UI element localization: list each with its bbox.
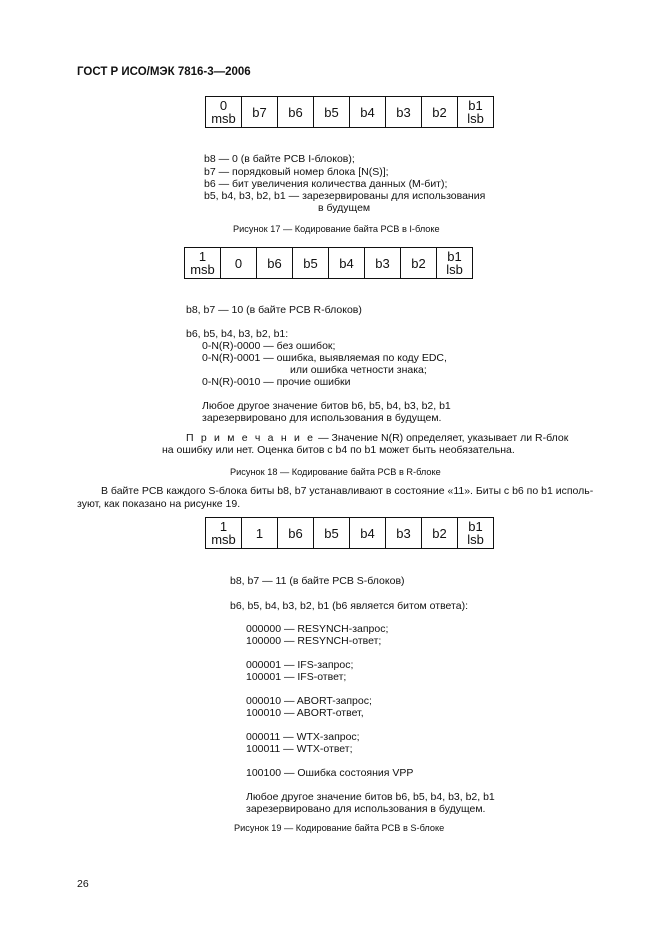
fig19-code-ifs-req: 000001 — IFS-запрос; bbox=[246, 659, 354, 671]
bit-label: b5 bbox=[324, 104, 339, 120]
bit-label: b6 bbox=[288, 104, 303, 120]
bit-label: b2 bbox=[432, 525, 447, 541]
note-text: — Значение N(R) определяет, указывает ли R-блок bbox=[315, 432, 569, 444]
fig19-code-resynch-req: 000000 — RESYNCH-запрос; bbox=[246, 623, 389, 635]
bit-sublabel: lsb bbox=[446, 262, 463, 277]
fig18-b6-b1: b6, b5, b4, b3, b2, b1: bbox=[186, 328, 289, 340]
bit-label: b5 bbox=[303, 255, 318, 271]
fig18-code-0001-cont: или ошибка четности знака; bbox=[290, 364, 427, 376]
bit-cell bbox=[206, 518, 242, 549]
bit-label: b6 bbox=[267, 255, 282, 271]
bit-cell bbox=[329, 248, 365, 279]
fig18-note bbox=[186, 432, 568, 444]
bit-label: b4 bbox=[360, 104, 375, 120]
bit-cell bbox=[185, 248, 221, 279]
paragraph-line-1: В байте PCB каждого S-блока биты b8, b7 устанавливают в состояние «11». Биты с b6 по b1 исполь- bbox=[101, 485, 594, 497]
fig19-code-wtx-resp: 100011 — WTX-ответ; bbox=[246, 743, 353, 755]
bit-cell bbox=[458, 97, 494, 128]
bit-cell bbox=[422, 518, 458, 549]
bit-label: b6 bbox=[288, 525, 303, 541]
bit-sublabel: lsb bbox=[467, 111, 484, 126]
fig18-code-0010: 0-N(R)-0010 — прочие ошибки bbox=[202, 376, 351, 388]
bit-label: 0 bbox=[219, 98, 228, 113]
bit-label: b7 bbox=[252, 104, 267, 120]
bit-label: b3 bbox=[375, 255, 390, 271]
bit-cell bbox=[437, 248, 473, 279]
bit-label: b1 bbox=[468, 519, 483, 534]
bit-cell bbox=[350, 97, 386, 128]
bit-label: b4 bbox=[360, 525, 375, 541]
bit-cell bbox=[314, 518, 350, 549]
fig18-reserved-1: Любое другое значение битов b6, b5, b4, b3, b2, b1 bbox=[202, 400, 451, 412]
bit-label: b2 bbox=[411, 255, 426, 271]
fig17-bit-table bbox=[205, 96, 494, 128]
fig19-bit-table bbox=[205, 517, 494, 549]
bit-label: b1 bbox=[468, 98, 483, 113]
fig19-code-resynch-resp: 100000 — RESYNCH-ответ; bbox=[246, 635, 382, 647]
bit-sublabel: msb bbox=[211, 111, 236, 126]
bit-cell bbox=[242, 518, 278, 549]
bit-cell bbox=[401, 248, 437, 279]
fig19-reserved-2: зарезервировано для использования в будущем. bbox=[246, 803, 486, 815]
fig19-b6-b1: b6, b5, b4, b3, b2, b1 (b6 является битом ответа): bbox=[230, 600, 468, 612]
bit-sublabel: msb bbox=[190, 262, 215, 277]
bit-label: b3 bbox=[396, 525, 411, 541]
bit-cell bbox=[221, 248, 257, 279]
bit-cell bbox=[365, 248, 401, 279]
bit-label: b4 bbox=[339, 255, 354, 271]
fig18-caption: Рисунок 18 — Кодирование байта PCB в R-блоке bbox=[230, 467, 441, 477]
note-label: П р и м е ч а н и е bbox=[186, 432, 316, 444]
paragraph-line-2: зуют, как показано на рисунке 19. bbox=[77, 498, 241, 510]
bit-cell bbox=[278, 97, 314, 128]
fig19-code-vpp-error: 100100 — Ошибка состояния VPP bbox=[246, 767, 414, 779]
bit-cell bbox=[350, 518, 386, 549]
bit-label: 1 bbox=[219, 519, 228, 534]
bit-cell bbox=[314, 97, 350, 128]
fig19-code-abort-resp: 100010 — ABORT-ответ, bbox=[246, 707, 364, 719]
fig18-bit-table bbox=[184, 247, 473, 279]
bit-cell bbox=[293, 248, 329, 279]
bit-sublabel: msb bbox=[211, 532, 236, 547]
bit-label: b1 bbox=[447, 249, 462, 264]
bit-sublabel: lsb bbox=[467, 532, 484, 547]
fig19-caption: Рисунок 19 — Кодирование байта PCB в S-блоке bbox=[234, 823, 445, 833]
document-header: ГОСТ Р ИСО/МЭК 7816-3—2006 bbox=[77, 66, 251, 78]
bit-cell bbox=[206, 97, 242, 128]
bit-label: b5 bbox=[324, 525, 339, 541]
fig18-code-0001: 0-N(R)-0001 — ошибка, выявляемая по коду EDC, bbox=[202, 352, 447, 364]
fig17-legend-b5-b1: b5, b4, b3, b2, b1 — зарезервированы для использования bbox=[204, 190, 486, 202]
fig17-caption: Рисунок 17 — Кодирование байта PCB в I-блоке bbox=[233, 224, 440, 234]
fig18-code-0000: 0-N(R)-0000 — без ошибок; bbox=[202, 340, 336, 352]
fig18-reserved-2: зарезервировано для использования в будущем. bbox=[202, 412, 442, 424]
bit-cell bbox=[242, 97, 278, 128]
fig17-legend-b8: b8 — 0 (в байте PCB I-блоков); bbox=[204, 153, 355, 165]
fig19-code-abort-req: 000010 — ABORT-запрос; bbox=[246, 695, 372, 707]
bit-cell bbox=[386, 518, 422, 549]
fig17-legend-b7: b7 — порядковый номер блока [N(S)]; bbox=[204, 166, 389, 178]
page-number: 26 bbox=[77, 878, 89, 890]
bit-label: b3 bbox=[396, 104, 411, 120]
fig19-b8-b7: b8, b7 — 11 (в байте PCB S-блоков) bbox=[230, 575, 405, 587]
bit-cell bbox=[257, 248, 293, 279]
fig18-note-line2: на ошибку или нет. Оценка битов с b4 по b1 может быть необязательна. bbox=[162, 444, 515, 456]
bit-cell bbox=[422, 97, 458, 128]
fig18-b8-b7: b8, b7 — 10 (в байте PCB R-блоков) bbox=[186, 304, 362, 316]
fig17-legend-b6: b6 — бит увеличения количества данных (М-бит); bbox=[204, 178, 448, 190]
bit-label: 0 bbox=[234, 255, 243, 271]
fig17-legend-cont: в будущем bbox=[318, 202, 371, 214]
fig19-code-wtx-req: 000011 — WTX-запрос; bbox=[246, 731, 360, 743]
bit-label: 1 bbox=[255, 525, 264, 541]
fig19-reserved-1: Любое другое значение битов b6, b5, b4, b3, b2, b1 bbox=[246, 791, 495, 803]
bit-label: b2 bbox=[432, 104, 447, 120]
bit-cell bbox=[278, 518, 314, 549]
bit-label: 1 bbox=[198, 249, 207, 264]
bit-cell bbox=[386, 97, 422, 128]
fig19-code-ifs-resp: 100001 — IFS-ответ; bbox=[246, 671, 347, 683]
bit-cell bbox=[458, 518, 494, 549]
